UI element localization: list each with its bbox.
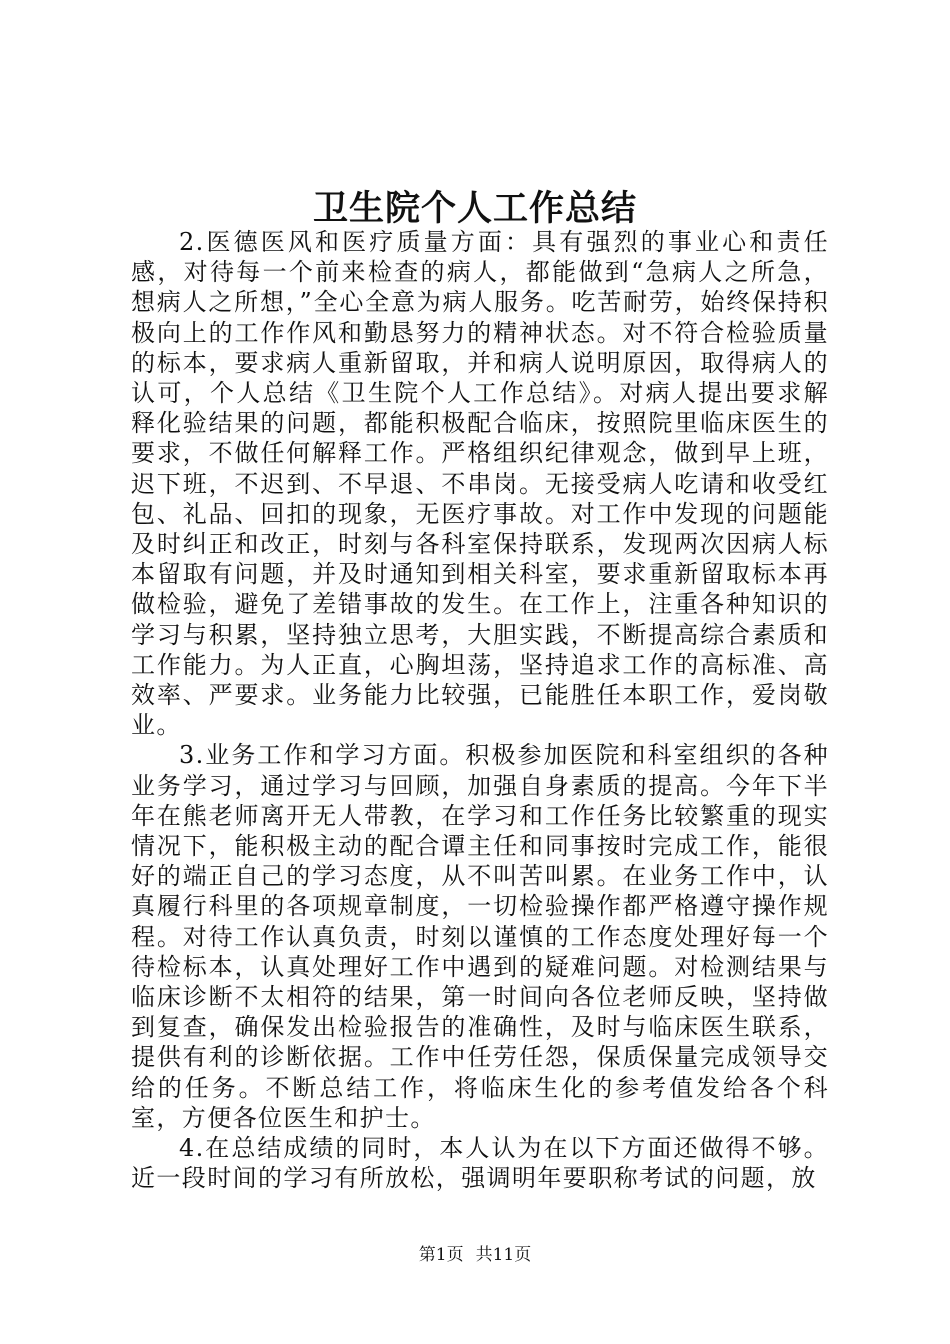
page-total: 共11页 (475, 1245, 532, 1265)
paragraph-2: 2.医德医风和医疗质量方面：具有强烈的事业心和责任感，对待每一个前来检查的病人，都能做到“急病人之所急，想病人之所想，”全心全意为病人服务。吃苦耐劳，始终保持积极向上的工作作风和勤恳努力的精神状态。对不符合检验质量的标本，要求病人重新留取，并和病人说明原因，取得病人的认可，个人总结《卫生院个人工作总结》。对病人提出要求解释化验结果的问题，都能积极配合临床，按照院里临床医生的要求，不做任何解释工作。严格组织纪律观念，做到早上班，迟下班，不迟到、不早退、不串岗。无接受病人吃请和收受红包、礼品、回扣的现象，无医疗事故。对工作中发现的问题能及时纠正和改正，时刻与各科室保持联系，发现两次因病人标本留取有问题，并及时通知到相关科室，要求重新留取标本再做检验，避免了差错事故的发生。在工作上，注重各种知识的学习与积累，坚持独立思考，大胆实践，不断提高综合素质和工作能力。为人正直，心胸坦荡，坚持追求工作的高标准、高效率、严要求。业务能力比较强，已能胜任本职工作，爱岗敬业。 (131, 228, 829, 740)
page-footer (0, 1243, 950, 1267)
paragraph-3: 3.业务工作和学习方面。积极参加医院和科室组织的各种业务学习，通过学习与回顾，加强自身素质的提高。今年下半年在熊老师离开无人带教，在学习和工作任务比较繁重的现实情况下，能积极主动的配合谭主任和同事按时完成工作，能很好的端正自己的学习态度，从不叫苦叫累。在业务工作中，认真履行科里的各项规章制度，一切检验操作都严格遵守操作规程。对待工作认真负责，时刻以谨慎的工作态度处理好每一个待检标本，认真处理好工作中遇到的疑难问题。对检测结果与临床诊断不太相符的结果，第一时间向各位老师反映，坚持做到复查，确保发出检验报告的准确性，及时与临床医生联系，提供有利的诊断依据。工作中任劳任怨，保质保量完成领导交给的任务。不断总结工作，将临床生化的参考值发给各个科室，方便各位医生和护士。 (131, 741, 829, 1132)
document-body (131, 227, 829, 1194)
paragraph-4: 4.在总结成绩的同时，本人认为在以下方面还做得不够。近一段时间的学习有所放松，强调明年要职称考试的问题，放 (131, 1134, 829, 1193)
page-number: 第1页 (418, 1245, 464, 1265)
document-title: 卫生院个人工作总结 (312, 188, 637, 229)
